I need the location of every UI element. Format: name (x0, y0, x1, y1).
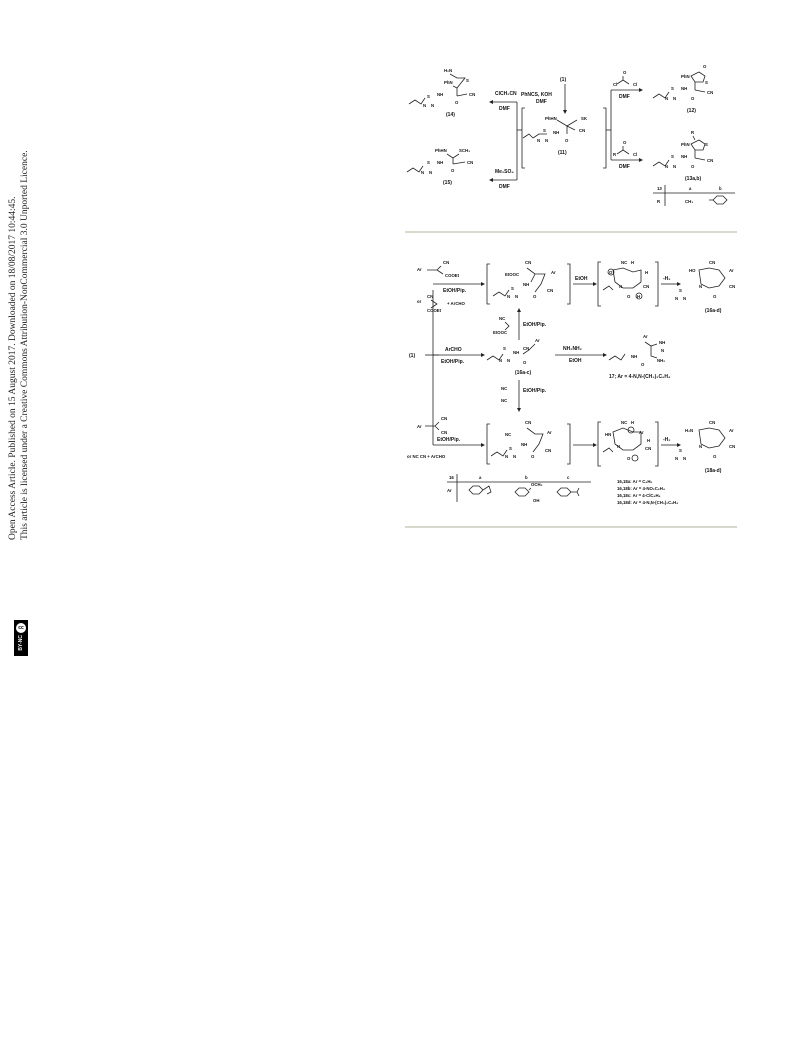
svg-text:N: N (665, 96, 669, 101)
svg-text:CN: CN (707, 158, 714, 163)
svg-text:COOEt: COOEt (427, 308, 442, 313)
cc-icon: cc (16, 623, 26, 633)
svg-text:CN: CN (729, 284, 736, 289)
s2-bottom-step3: -H₂ (663, 437, 671, 443)
svg-text:N: N (617, 444, 621, 449)
svg-text:NH: NH (681, 86, 688, 91)
s2-top-reagent (417, 260, 460, 278)
svg-text:OH: OH (533, 498, 540, 503)
svg-text:Cl: Cl (633, 152, 638, 157)
svg-text:N: N (499, 358, 503, 363)
s1-start-label: (1) (560, 77, 567, 83)
svg-text:H₂N: H₂N (685, 428, 694, 433)
svg-text:N: N (507, 294, 511, 299)
svg-text:N: N (505, 454, 509, 459)
svg-text:NH: NH (437, 92, 444, 97)
svg-text:16,18b: Ar = 4-NO₂C₆H₄: 16,18b: Ar = 4-NO₂C₆H₄ (617, 486, 665, 491)
svg-text:S: S (509, 446, 512, 451)
s1-compound-14 (409, 68, 475, 118)
svg-text:S: S (671, 154, 674, 159)
svg-text:or: or (417, 299, 422, 304)
svg-text:H: H (631, 260, 635, 265)
svg-text:H: H (647, 438, 651, 443)
svg-text:NH: NH (513, 350, 520, 355)
s1-center-solvent: DMF (536, 99, 547, 105)
svg-text:N: N (429, 170, 433, 175)
s2-down-reagent (501, 386, 507, 403)
svg-text:Ar: Ar (729, 428, 734, 433)
svg-text:CN: CN (709, 260, 716, 265)
svg-text:N: N (665, 164, 669, 169)
svg-text:O: O (627, 456, 631, 461)
scheme-divider-2 (405, 526, 737, 528)
svg-text:PhHN: PhHN (435, 148, 447, 153)
s2-mid-step-solvent: EtOH (569, 358, 582, 364)
open-access-notice: Open Access Article. Published on 15 August 2017. Downloaded on 18/08/2017 10:44:45. (8, 196, 18, 540)
svg-text:Cl: Cl (613, 82, 618, 87)
svg-text:HN: HN (605, 432, 612, 437)
s2-bottom-intermediate (491, 420, 552, 459)
svg-text:(11): (11) (558, 150, 567, 156)
s1-intermediate-11 (523, 116, 588, 156)
svg-text:N: N (431, 103, 435, 108)
svg-text:Ar: Ar (639, 430, 644, 435)
svg-text:S: S (466, 78, 469, 83)
s1-substituent-table (653, 185, 735, 206)
svg-text:CN: CN (643, 284, 650, 289)
s1-left-top-solvent: DMF (499, 106, 510, 112)
s1-right-bottom-reagent (613, 140, 637, 157)
svg-text:O: O (691, 96, 695, 101)
svg-text:N: N (513, 454, 517, 459)
svg-text:SCH₃: SCH₃ (459, 148, 471, 153)
svg-text:+ ArCHO: + ArCHO (447, 301, 465, 306)
svg-text:c: c (567, 475, 570, 480)
s2-top-product-16ad (675, 260, 735, 314)
svg-text:(18a-d): (18a-d) (705, 468, 722, 474)
s2-top-alt-reagent (417, 294, 466, 313)
svg-text:O: O (565, 138, 569, 143)
svg-text:N: N (683, 296, 687, 301)
svg-text:Ar: Ar (547, 430, 552, 435)
svg-text:NH₂: NH₂ (657, 358, 666, 363)
s2-bottom-alt: or NC CN + ArCHO (407, 454, 446, 459)
svg-text:N: N (421, 170, 425, 175)
svg-text:N: N (423, 103, 427, 108)
s2-bottom-intermediate-2 (603, 420, 651, 461)
svg-text:O: O (531, 454, 535, 459)
s2-top-step2: EtOH (575, 276, 588, 282)
svg-text:16,18d: Ar = 4-N,N-(CH₃)₂C₆H₄: 16,18d: Ar = 4-N,N-(CH₃)₂C₆H₄ (617, 500, 679, 505)
license-notice[interactable]: This article is licensed under a Creative Commons Attribution-NonCommercial 3.0 Unported Licence. (20, 150, 30, 540)
svg-text:S: S (671, 86, 674, 91)
svg-text:CN: CN (525, 260, 532, 265)
svg-text:O: O (609, 270, 613, 275)
svg-text:CN: CN (709, 420, 716, 425)
svg-text:Ar: Ar (729, 268, 734, 273)
s2-down-conditions: EtOH/Pip. (523, 388, 547, 394)
s2-substituent-table (447, 474, 591, 503)
scheme-2-diagram (395, 240, 745, 525)
svg-text:O: O (641, 362, 645, 367)
scheme-divider-1 (405, 231, 737, 233)
svg-text:EtOOC: EtOOC (493, 330, 508, 335)
svg-text:S: S (427, 94, 430, 99)
svg-text:H: H (645, 270, 649, 275)
svg-text:NC: NC (505, 432, 512, 437)
svg-text:S: S (543, 128, 546, 133)
svg-text:HO: HO (689, 268, 696, 273)
svg-text:CN: CN (645, 446, 652, 451)
svg-text:PhN: PhN (444, 80, 453, 85)
svg-text:O: O (703, 64, 707, 69)
svg-text:NC: NC (501, 386, 508, 391)
s1-right-top-solvent: DMF (619, 94, 630, 100)
svg-text:CN: CN (443, 260, 450, 265)
svg-text:N: N (545, 138, 549, 143)
svg-text:PhHN: PhHN (545, 116, 557, 121)
svg-text:a: a (479, 475, 482, 480)
svg-text:R: R (657, 199, 661, 204)
svg-text:NH: NH (659, 340, 666, 345)
svg-text:16: 16 (449, 475, 454, 480)
s2-legend (617, 479, 678, 505)
s1-left-top-reagent: ClCH₂CN (495, 91, 517, 97)
svg-text:H: H (637, 294, 641, 299)
s2-mid-reagent: ArCHO (445, 347, 462, 353)
svg-text:Ar: Ar (417, 424, 422, 429)
svg-text:H: H (631, 420, 635, 425)
svg-text:Ar: Ar (643, 334, 648, 339)
svg-text:S: S (705, 80, 708, 85)
svg-text:PhN: PhN (681, 74, 690, 79)
svg-text:(14): (14) (446, 112, 455, 118)
s2-mid-product-17 (609, 334, 671, 380)
svg-text:N: N (515, 294, 519, 299)
svg-text:R: R (691, 130, 695, 135)
svg-text:O: O (523, 360, 527, 365)
s2-bottom-conditions: EtOH/Pip. (437, 437, 461, 443)
scheme-1-figure (395, 60, 745, 230)
svg-text:N: N (661, 348, 665, 353)
svg-text:16,18a: Ar = C₆H₅: 16,18a: Ar = C₆H₅ (617, 479, 653, 484)
svg-text:SK: SK (581, 116, 587, 121)
svg-text:N: N (675, 296, 679, 301)
svg-text:NC: NC (621, 420, 628, 425)
s2-mid-step-reagent: NH₂NH₂ (563, 346, 582, 352)
svg-text:CN: CN (523, 346, 530, 351)
svg-text:CN: CN (707, 90, 714, 95)
svg-text:Ar: Ar (535, 338, 540, 343)
svg-text:N: N (699, 444, 703, 449)
svg-text:b: b (525, 475, 528, 480)
s1-left-bottom-solvent: DMF (499, 184, 510, 190)
svg-text:NH: NH (523, 282, 530, 287)
s2-top-intermediate-2 (603, 260, 649, 299)
s1-compound-12 (653, 64, 713, 114)
svg-text:(15): (15) (443, 180, 452, 186)
s1-center-arrowhead (563, 110, 567, 114)
svg-text:CH₃: CH₃ (685, 199, 694, 204)
s1-compound-15 (407, 148, 473, 186)
svg-text:N: N (619, 284, 623, 289)
svg-text:17; Ar = 4-N,N-(CH₃)₂C₆H₄: 17; Ar = 4-N,N-(CH₃)₂C₆H₄ (609, 374, 671, 380)
svg-text:CN: CN (441, 416, 448, 421)
svg-text:13: 13 (657, 186, 662, 191)
svg-text:CN: CN (427, 294, 434, 299)
svg-text:CN: CN (547, 288, 554, 293)
svg-text:NH: NH (521, 442, 528, 447)
svg-text:CN: CN (469, 92, 476, 97)
svg-text:O: O (623, 140, 627, 145)
svg-text:NH: NH (553, 130, 560, 135)
svg-text:O: O (451, 168, 455, 173)
svg-text:N: N (699, 284, 703, 289)
svg-text:O: O (455, 100, 459, 105)
svg-text:O: O (627, 294, 631, 299)
svg-text:NH: NH (681, 154, 688, 159)
svg-text:CN: CN (579, 128, 586, 133)
svg-text:NC: NC (501, 398, 508, 403)
svg-text:PhN: PhN (681, 142, 690, 147)
svg-text:N: N (675, 456, 679, 461)
svg-text:CN: CN (467, 160, 474, 165)
svg-text:N: N (507, 358, 511, 363)
svg-text:CN: CN (729, 444, 736, 449)
svg-text:O: O (533, 294, 537, 299)
s2-start-label: (1) (409, 353, 416, 359)
s1-center-reagent: PhNCS, KOH (521, 92, 552, 98)
s1-right-bottom-solvent: DMF (619, 164, 630, 170)
svg-text:16,18c: Ar = 4-ClC₆H₄: 16,18c: Ar = 4-ClC₆H₄ (617, 493, 661, 498)
svg-text:(12): (12) (687, 108, 696, 114)
s2-mid-conditions: EtOH/Pip. (441, 359, 465, 365)
s2-mid-up-reagent (493, 316, 509, 335)
s1-right-top-reagent (613, 70, 637, 87)
svg-text:EtOOC: EtOOC (505, 272, 520, 277)
svg-text:OCH₃: OCH₃ (531, 482, 543, 487)
scheme-1-diagram (395, 60, 745, 230)
s1-left-bottom-reagent: Me₂SO₄ (495, 169, 514, 175)
svg-text:NH: NH (437, 160, 444, 165)
svg-text:N: N (683, 456, 687, 461)
svg-text:S: S (511, 286, 514, 291)
svg-text:(16a-d): (16a-d) (705, 308, 722, 314)
svg-text:S: S (679, 448, 682, 453)
svg-text:a: a (689, 186, 692, 191)
svg-text:Ar: Ar (551, 270, 556, 275)
svg-text:(13a,b): (13a,b) (685, 176, 702, 182)
svg-text:O: O (623, 70, 627, 75)
s2-bottom-reagent (417, 416, 447, 435)
by-nc-label: BY-NC (18, 635, 24, 651)
s1-bracket-right (603, 108, 606, 168)
svg-text:Ar: Ar (447, 488, 452, 493)
svg-text:NC: NC (499, 316, 506, 321)
svg-text:S: S (679, 288, 682, 293)
svg-text:COOEt: COOEt (445, 273, 460, 278)
svg-text:O: O (713, 294, 717, 299)
scheme-2-figure (395, 240, 745, 525)
s2-top-conditions: EtOH/Pip. (443, 288, 467, 294)
s2-top-step3: -H₂ (663, 276, 671, 282)
svg-text:N: N (673, 96, 677, 101)
svg-text:N: N (537, 138, 541, 143)
s1-compound-13ab (653, 130, 713, 182)
s2-bottom-product-18ad (675, 420, 735, 474)
s2-mid-product-16ac (487, 338, 540, 376)
svg-text:Cl: Cl (633, 82, 638, 87)
svg-text:O: O (713, 454, 717, 459)
cc-license-badge[interactable] (14, 620, 28, 656)
svg-text:CN: CN (441, 430, 448, 435)
svg-text:S: S (705, 142, 708, 147)
svg-text:NC: NC (621, 260, 628, 265)
svg-text:S: S (503, 346, 506, 351)
svg-text:Ar: Ar (417, 267, 422, 272)
s2-top-intermediate (493, 260, 556, 299)
svg-text:H₂N: H₂N (444, 68, 453, 73)
svg-text:O: O (691, 164, 695, 169)
s2-mid-up-conditions: EtOH/Pip. (523, 322, 547, 328)
svg-text:R: R (613, 152, 617, 157)
svg-text:NH: NH (631, 354, 638, 359)
svg-text:N: N (673, 164, 677, 169)
svg-text:CN: CN (545, 448, 552, 453)
svg-text:CN: CN (525, 420, 532, 425)
svg-text:b: b (719, 186, 722, 191)
svg-text:S: S (427, 160, 430, 165)
svg-text:(16a-c): (16a-c) (515, 370, 532, 376)
